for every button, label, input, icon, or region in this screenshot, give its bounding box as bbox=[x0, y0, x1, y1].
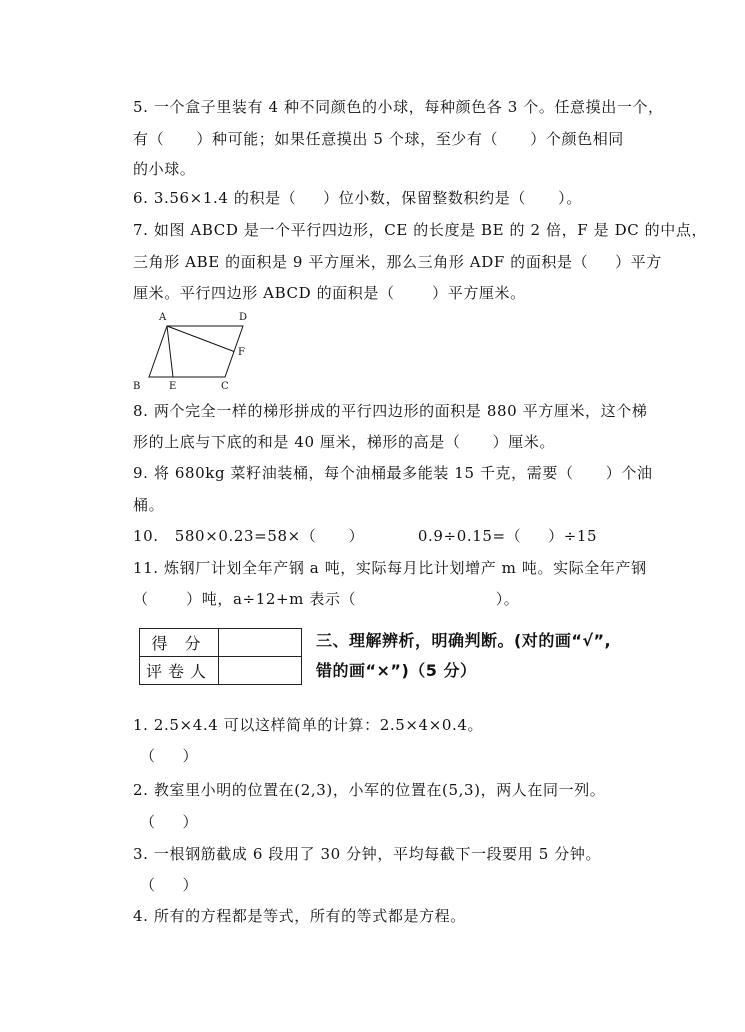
label-f: F bbox=[238, 347, 245, 358]
q5-line2: 有（ ）种可能；如果任意摸出 5 个球，至少有（ ）个颜色相同 bbox=[133, 130, 624, 148]
score-value-cell[interactable] bbox=[219, 629, 302, 657]
q11-line2: （ ）吨，a÷12+m 表示（ ）。 bbox=[133, 590, 520, 608]
segment-ae bbox=[167, 326, 173, 377]
q5-line3: 的小球。 bbox=[133, 160, 196, 178]
score-label: 得 分 bbox=[140, 629, 219, 657]
grader-label: 评卷人 bbox=[140, 657, 219, 685]
q8-line2: 形的上底与下底的和是 40 厘米，梯形的高是（ ）厘米。 bbox=[133, 433, 556, 451]
q10-line: 10. 580×0.23=58×（ ） 0.9÷0.15=（ ）÷15 bbox=[133, 527, 598, 545]
q7-line1: 7. 如图 ABCD 是一个平行四边形，CE 的长度是 BE 的 2 倍，F 是 DC 的中点， bbox=[133, 221, 708, 239]
section3-title-line1: 三、理解辨析，明确判断。(对的画“√”, bbox=[316, 631, 612, 650]
score-table bbox=[139, 628, 302, 685]
judge-q1: 1. 2.5×4.4 可以这样简单的计算：2.5×4×0.4。 bbox=[133, 716, 484, 734]
judge-q4: 4. 所有的方程都是等式，所有的等式都是方程。 bbox=[133, 907, 466, 925]
q6-line: 6. 3.56×1.4 的积是（ ）位小数，保留整数积约是（ ）。 bbox=[133, 189, 582, 207]
judge-q1-blank[interactable]: （ ） bbox=[140, 747, 199, 765]
parallelogram-abcd bbox=[149, 326, 243, 377]
q7-line3: 厘米。平行四边形 ABCD 的面积是（ ）平方厘米。 bbox=[133, 284, 526, 302]
q9-line2: 桶。 bbox=[133, 496, 165, 514]
section3-title-line2: 错的画“×”)（5 分） bbox=[316, 661, 477, 680]
q7-line2: 三角形 ABE 的面积是 9 平方厘米，那么三角形 ADF 的面积是（ ）平方 bbox=[133, 253, 662, 271]
q9-line1: 9. 将 680kg 菜籽油装桶，每个油桶最多能装 15 千克，需要（ ）个油 bbox=[133, 464, 653, 482]
judge-q2-blank[interactable]: （ ） bbox=[140, 813, 199, 831]
q11-line1: 11. 炼钢厂计划全年产钢 a 吨，实际每月比计划增产 m 吨。实际全年产钢 bbox=[133, 559, 647, 577]
judge-q3: 3. 一根钢筋截成 6 段用了 30 分钟，平均每截下一段要用 5 分钟。 bbox=[133, 845, 602, 863]
label-e: E bbox=[169, 381, 177, 392]
label-d: D bbox=[239, 312, 248, 323]
label-c: C bbox=[221, 381, 229, 392]
segment-af bbox=[167, 326, 234, 352]
judge-q3-blank[interactable]: （ ） bbox=[140, 876, 199, 894]
parallelogram-figure bbox=[128, 308, 258, 392]
q8-line1: 8. 两个完全一样的梯形拼成的平行四边形的面积是 880 平方厘米，这个梯 bbox=[133, 402, 648, 420]
judge-q2: 2. 教室里小明的位置在(2,3)，小军的位置在(5,3)，两人在同一列。 bbox=[133, 781, 606, 799]
label-a: A bbox=[159, 312, 167, 323]
label-b: B bbox=[133, 381, 141, 392]
q5-line1: 5. 一个盒子里装有 4 种不同颜色的小球，每种颜色各 3 个。任意摸出一个， bbox=[133, 98, 664, 116]
grader-value-cell[interactable] bbox=[219, 657, 302, 685]
